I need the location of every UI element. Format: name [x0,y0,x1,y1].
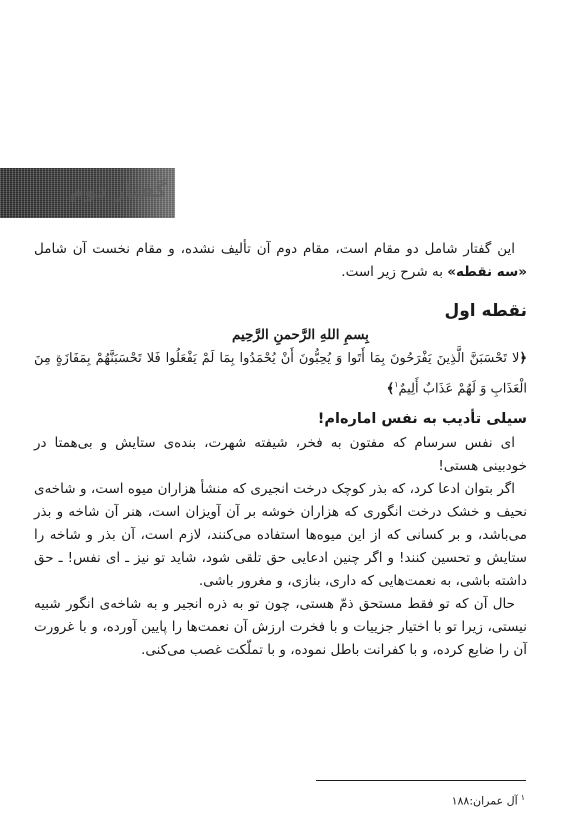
chapter-header-text: گفتار دوم [69,178,167,202]
intro-paragraph [34,238,527,284]
body-paragraph-1: ای نفس سرسام که مفتون به فخر، شیفته شهرت، بنده‌ی ستایش و بی‌همتا در خودبینی هستی! [34,435,527,475]
footnote-divider [316,780,526,781]
body-paragraph-2: اگر بتوان ادعا کرد، که بذر کوچک درخت انجیری که منشأ هزاران میوه است، و شاخه‌ی نحیف و خشک درخت انگوری که هزاران خوشه بر آن آویزان است، هنر آن شاخه و بذر می‌باشد، و بر کسانی که از این میوه‌ها استفاده می‌کنند، لازم است، آن بذر و شاخه را ستایش و تحسین کنند! و اگر چنین ادعایی حق تلقی شود، شاید تو نیز ـ ای نفس! ـ حق داشته باشی، به نعمت‌هایی که داری، بنازی، و مغرور باشی. [34,481,527,590]
subsection-title: سیلی تأدیب به نفس اماره‌ام! [317,411,527,428]
section-title: نقطه اول [444,301,527,321]
page-content [34,238,527,662]
footnote-number: ١ [520,793,525,802]
footnote [452,790,525,810]
intro-line-1: این گفتار شامل دو مقام است، مقام دوم آن تألیف نشده، و مقام نخست آن شامل [34,241,515,257]
body-paragraph-3: حال آن که تو فقط مستحق ذمّ هستی، چون تو به ذره انجیر و به شاخه‌ی انگور شبیه نیستی، زیرا تو با اختیار جزییات و با فخرت ارزش آن نعمت‌ها را پایین آورده، و با غرورت آن را ضایع کرده، و با کفرانت باطل نموده، و با تملّکت غصب می‌کنی. [34,596,527,659]
footnote-text: آل عمران:۱۸۸ [451,794,518,808]
verse-text: لا تَحْسَبَنَّ الَّذِينَ يَفْرَحُونَ بِمَا أَتَوا وَ يُحِبُّونَ أَنْ يُحْمَدُوا بِمَا لَمْ يَفْعَلُوا فَلا تَحْسَبَنَّهُمْ بِمَفَازَةٍ مِنَ الْعَذَابِ وَ لَهُمْ عَذَابٌ أَلِيمٌ [34,351,527,397]
verse-open-bracket: ﴿ [519,351,527,366]
basmala: بِسمِ اللهِ الرَّحمنِ الرَّحِيم [232,327,369,343]
intro-bold-term: «سه نقطه» [447,264,527,280]
intro-line-2: به شرح زیر است. [341,264,448,280]
verse-close-bracket: ﴾ [386,381,395,397]
quran-verse [34,346,527,402]
chapter-header-band [0,168,175,218]
verse-footnote-ref: ١ [394,380,399,389]
